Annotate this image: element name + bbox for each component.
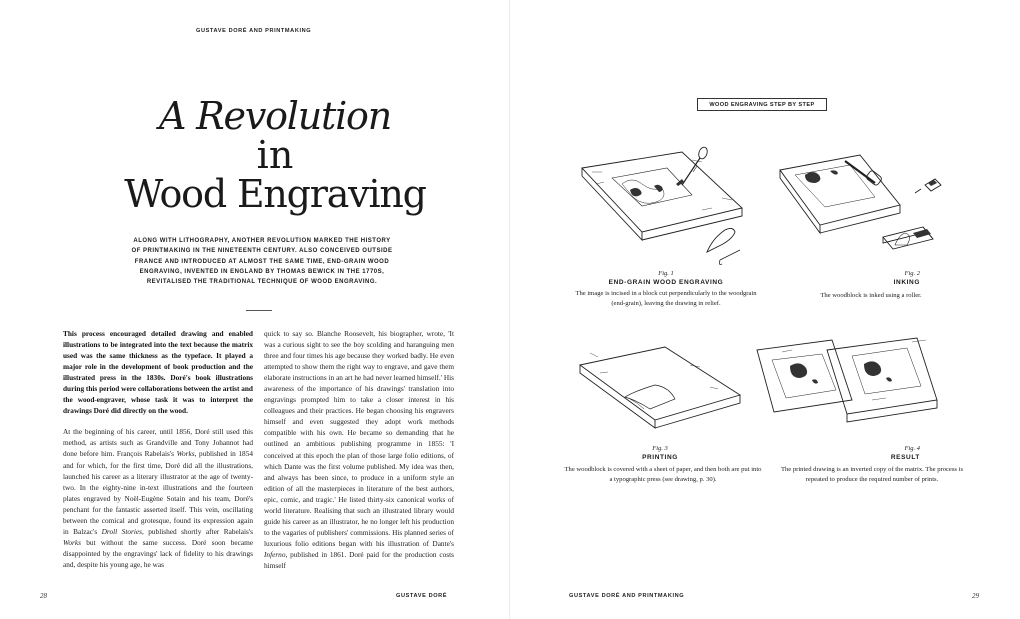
body-paragraph-1: At the beginning of his career, until 1856, Doré still used this method, as artists such as Grandville and Tony Johannot had done before him. François Rabelais's Works, published in 1854 and for which, for the first time, Doré did all the illustrations, launched his career as a literary illustrator at the age of twenty-two. In the eighty-nine in-text illustrations and the fourteen plates engraved by Noël-Eugène Sotain and his team, Doré's penchant for the fantastic asserted itself. This vein, oscillating between the comical and grotesque, found its expression again in Balzac's Droll Stories, published shortly after Rabelais's Works but without the same success. Doré soon became disappointed by the engravings' lack of fidelity to his drawings and, despite his young age, he was: [63, 427, 253, 569]
inking-roller-icon: [775, 145, 960, 270]
paper-on-block-icon: [570, 335, 760, 450]
body-column-1: [63, 328, 253, 580]
fig-4-title: RESULT: [890, 454, 920, 461]
fig-3-number: Fig. 3: [652, 445, 668, 452]
footer-right: GUSTAVE DORÉ AND PRINTMAKING: [569, 593, 685, 599]
footer-left: GUSTAVE DORÉ: [396, 593, 448, 599]
page-number-left: 28: [40, 592, 47, 600]
article-title: [60, 94, 490, 216]
title-line-3: Wood Engraving: [124, 172, 426, 216]
page-number-right: 29: [972, 592, 979, 600]
fig-4-caption: The printed drawing is an inverted copy of the matrix. The process is repeated to produce the required number of prints.: [780, 466, 964, 483]
fig-2-number: Fig. 2: [904, 270, 920, 277]
fig-1-number: Fig. 1: [658, 270, 674, 277]
right-page: [510, 0, 1020, 619]
fig-1-title: END-GRAIN WOOD ENGRAVING: [608, 279, 724, 286]
running-head: GUSTAVE DORÉ AND PRINTMAKING: [196, 28, 312, 34]
divider-rule: [246, 310, 272, 311]
fig-3-caption: The woodblock is covered with a sheet of paper, and then both are put into a typographic press (see drawing, p. 30).: [564, 466, 762, 483]
standfirst: ALONG WITH LITHOGRAPHY, ANOTHER REVOLUTION MARKED THE HISTORY OF PRINTMAKING IN THE NINETEENTH CENTURY. ALSO CONCEIVED OUTSIDE FRANCE AND INTRODUCED AT ALMOST THE SAME TIME, END-GRAIN WOOD ENGRAVING, INVENTED IN ENGLAND BY THOMAS BEWICK IN THE 1770S, REVITALISED THE TRADITIONAL TECHNIQUE OF WOOD ENGRAVING.: [131, 238, 393, 286]
fig-1-caption: The image is incised in a block cut perpendicularly to the woodgrain (end-grain), leaving the drawing in relief.: [575, 290, 757, 307]
fig-3-title: PRINTING: [642, 454, 678, 461]
body-column-2: [264, 328, 454, 581]
fig-4-number: Fig. 4: [904, 445, 920, 452]
fig-2-title: INKING: [893, 279, 920, 286]
title-line-1: A Revolution: [159, 94, 391, 138]
fig-2-caption: The woodblock is inked using a roller.: [820, 292, 922, 299]
printed-result-icon: [752, 330, 952, 450]
title-line-2: in: [256, 133, 294, 177]
lead-paragraph: This process encouraged detailed drawing and enabled illustrations to be integrated into the text because the matrix used was the same thickness as the typeface. It played a major role in the development of book production and the illustrated press in the 1830s. Doré's book illustrations during this period were collaborations between the artist and the wood-engraver, whose task it was to interpret the drawings Doré did directly on the wood.: [63, 329, 253, 416]
step-by-step-label: WOOD ENGRAVING STEP BY STEP: [697, 98, 827, 111]
body-paragraph-2: quick to say so. Blanche Roosevelt, his biographer, wrote, 'It was a curious sight to see the boy scolding and haranguing men three and four times his age because they worked badly. He even attempted to show them the right way to engrave, and gave them elaborate instructions in an art he had never learned himself.' His awareness of the importance of his drawings' translation into engravings prompted him to take a closer interest in his colleagues and their practices. He began choosing his engravers himself and even suggested they adopt work methods compatible with his own. He became so demanding that he outlined an ambitious publishing programme in 1855: 'I conceived at this epoch the plan of those large folio editions, of which Dante was the first volume published. My idea was then, and always has been since, to produce in a uniform style an edition of all the masterpieces in literature of the best authors, epic, comic, and tragic.' He listed thirty-six canonical works of world literature. Realising that such an illustrated library would guide his career as an illustrator, he no longer left his production to the vagaries of publishers' commissions. His planned series of luxurious folio editions began with his illustration of Dante's Inferno, published in 1861. Doré paid for the production costs himself: [264, 329, 454, 570]
engraving-block-icon: [572, 140, 772, 270]
